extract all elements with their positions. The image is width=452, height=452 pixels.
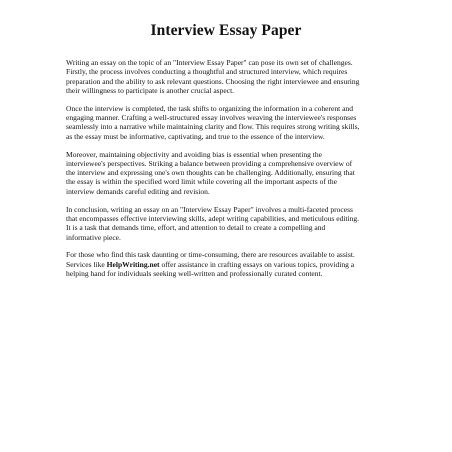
text-segment: Services like (66, 259, 107, 269)
text-segment: offer assistance in crafting essays on various topics, providing a (159, 259, 355, 269)
text-line: interview demands careful editing and revision. (66, 186, 210, 196)
text-line: that encompasses effective interviewing skills, adept writing capabilities, and meticulous editing. (66, 213, 360, 223)
text-line: Firstly, the process involves conducting a thoughtful and structured interview, which requires (66, 67, 348, 77)
text-line: their willingness to participate is another crucial aspect. (66, 85, 235, 95)
text-line: Moreover, maintaining objectivity and avoiding bias is essential when presenting the (66, 149, 323, 159)
paragraph-objectivity (66, 150, 388, 196)
text-line: the essay is within the specified word limit while covering all the important aspects of the (66, 177, 337, 187)
text-line: as the essay must be informative, captivating, and true to the essence of the interview. (66, 131, 325, 141)
text-line: preparation and the ability to ask relevant questions. Choosing the right interviewee and ensuring (66, 76, 360, 86)
paragraph-resources (66, 250, 388, 278)
document-title: Interview Essay Paper (150, 22, 302, 39)
paragraph-organizing (66, 104, 388, 141)
text-line: interviewee's perspectives. Striking a balance between providing a comprehensive overview of (66, 158, 353, 168)
document-body (66, 58, 388, 287)
text-line: informative piece. (66, 232, 121, 242)
text-line: seamlessly into a narrative while maintaining clarity and flow. This requires strong writing skills, (66, 122, 360, 132)
text-line: For those who find this task daunting or time-consuming, there are resources available to assist. (66, 250, 355, 260)
text-line: Writing an essay on the topic of an "Interview Essay Paper" can pose its own set of challenges. (66, 58, 353, 67)
paragraph-conclusion (66, 205, 388, 242)
text-line-with-brand (66, 260, 388, 269)
brand-name: HelpWriting.net (106, 259, 160, 269)
text-line: the interview and expressing one's own thoughts can be challenging. Additionally, ensuring that (66, 168, 355, 178)
text-line: Once the interview is completed, the task shifts to organizing the information in a coherent and (66, 103, 353, 113)
text-line: helping hand for individuals seeking well-written and professionally curated content. (66, 269, 323, 279)
text-line: In conclusion, writing an essay on an "Interview Essay Paper" involves a multi-faceted process (66, 204, 353, 214)
text-line: engaging manner. Crafting a well-structured essay involves weaving the interviewee's responses (66, 113, 357, 123)
text-line: It is a task that demands time, effort, and attention to detail to create a compelling and (66, 223, 326, 233)
paragraph-challenges (66, 58, 388, 95)
